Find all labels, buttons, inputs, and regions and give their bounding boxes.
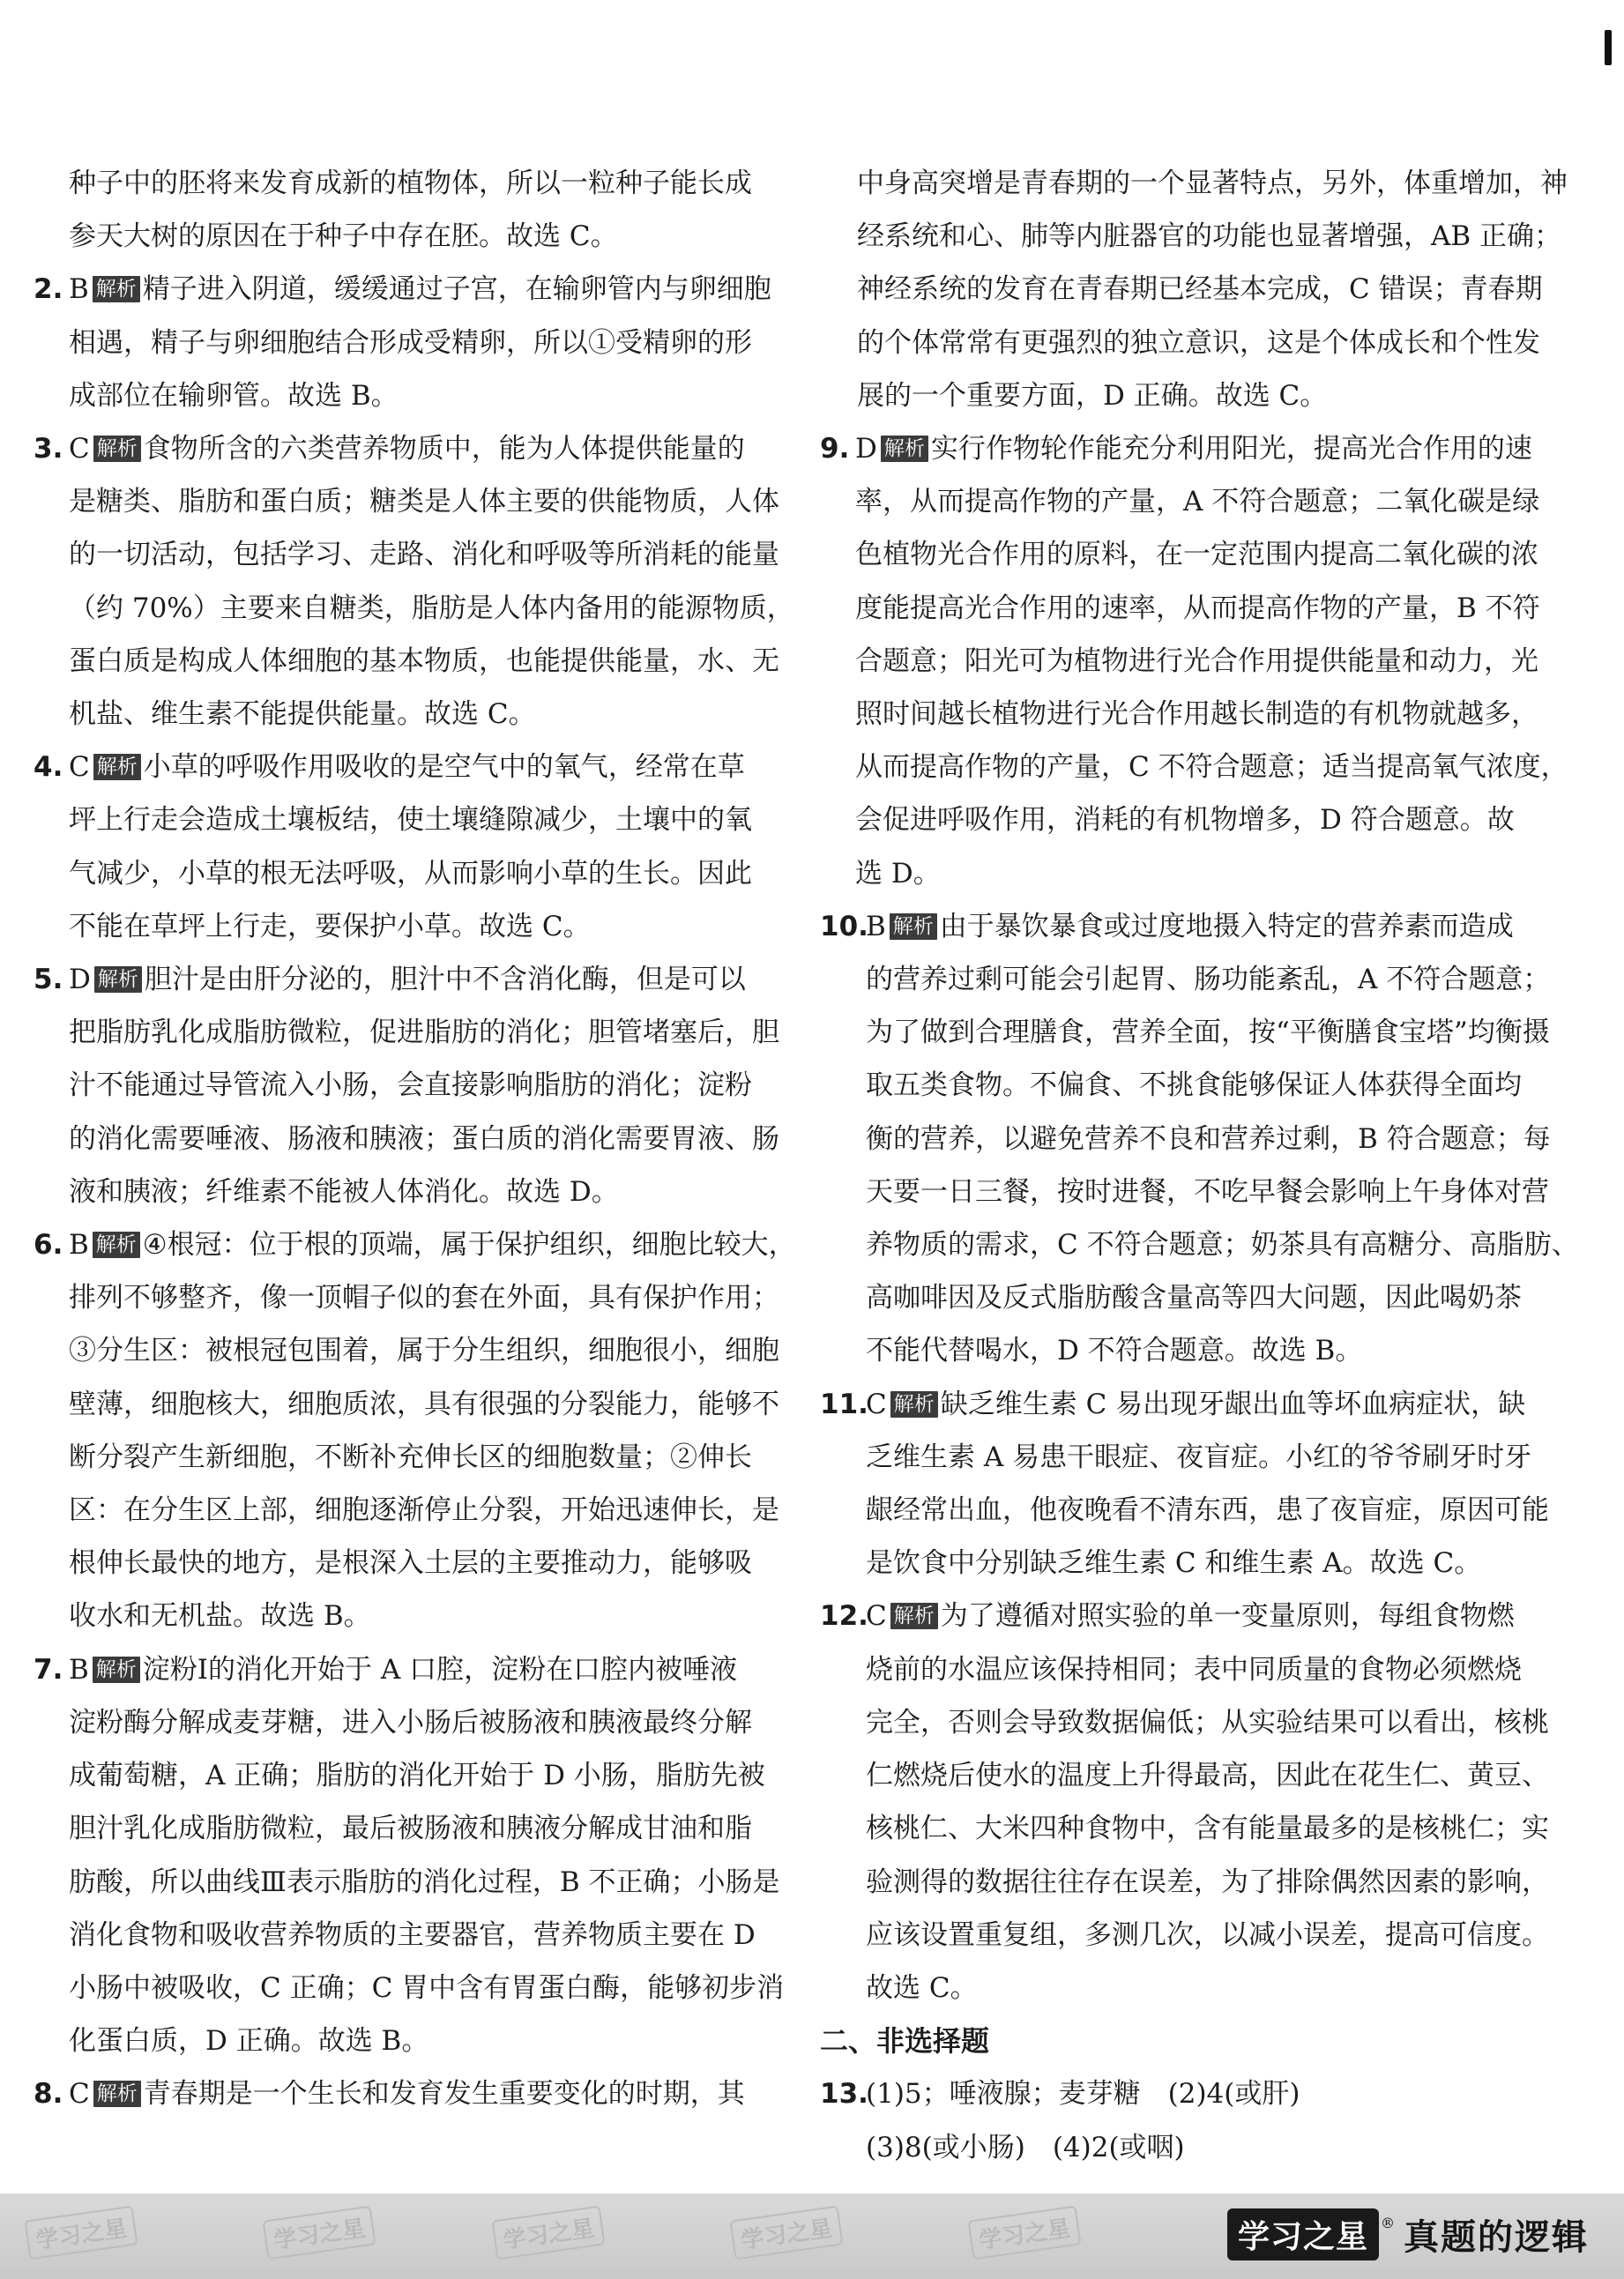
- analysis-tag: 解析: [93, 1657, 140, 1683]
- answer-letter: C: [69, 751, 90, 784]
- text-line: 成葡萄糖，A 正确；脂肪的消化开始于 D 小肠，脂肪先被: [69, 1760, 765, 1792]
- text-line: [69, 263, 802, 316]
- analysis-tag: 解析: [93, 276, 140, 302]
- text-line: 展的一个重要方面，D 正确。故选 C。: [857, 379, 1328, 412]
- text-line: 化蛋白质，D 正确。故选 B。: [69, 2025, 429, 2058]
- text-line: 种子中的胚将来发育成新的植物体，所以一粒种子能长成: [69, 168, 752, 199]
- text-line: 蛋白质是构成人体细胞的基本物质，也能提供能量，水、无: [69, 644, 779, 677]
- analysis-tag: 解析: [890, 913, 937, 940]
- answer-letter: C: [69, 433, 90, 465]
- text-line: 衡的营养，以避免营养不良和营养过剩，B 符合题意；每: [866, 1122, 1551, 1155]
- line-text: 小草的呼吸作用吸收的是空气中的氧气，经常在草: [143, 751, 745, 784]
- footer-watermark: 学习之星: [24, 2206, 138, 2260]
- page-edge-mark: [1605, 30, 1612, 65]
- answer-item: [34, 422, 802, 741]
- text-line: 的消化需要唾液、肠液和胰液；蛋白质的消化需要胃液、肠: [69, 1122, 779, 1155]
- text-line: [855, 422, 1589, 475]
- text-line: 区：在分生区上部，细胞逐渐停止分裂，开始迅速伸长，是: [69, 1494, 779, 1527]
- text-line: [866, 1590, 1589, 1642]
- question-number: 13.: [820, 2078, 868, 2111]
- text-line: 为了做到合理膳食，营养全面，按“平衡膳食宝塔”均衡摄: [866, 1017, 1550, 1049]
- question-number: 3.: [34, 433, 63, 465]
- section-heading: 二、非选择题: [820, 2024, 990, 2059]
- text-line: 液和胰液；纤维素不能被人体消化。故选 D。: [69, 1175, 619, 1208]
- answer-item: [820, 422, 1589, 900]
- text-line: 消化食物和吸收营养物质的主要器官，营养物质主要在 D: [69, 1918, 756, 1951]
- line-text: 胆汁是由肝分泌的，胆汁中不含消化酶，但是可以: [144, 964, 746, 996]
- text-line: 淀粉酶分解成麦芽糖，进入小肠后被肠液和胰液最终分解: [69, 1706, 752, 1739]
- text-line: 气减少，小草的根无法呼吸，从而影响小草的生长。因此: [69, 857, 752, 890]
- text-line: [69, 2067, 802, 2120]
- answer-13-line: (3)8(或小肠) (4)2(或咽): [866, 2131, 1185, 2164]
- answer-item: [34, 263, 802, 422]
- text-line: 胆汁乳化成脂肪微粒，最后被肠液和胰液分解成甘油和脂: [69, 1813, 752, 1845]
- question-number: 8.: [34, 2078, 63, 2111]
- text-line: 小肠中被吸收，C 正确；C 胃中含有胃蛋白酶，能够初步消: [69, 1971, 785, 2004]
- text-line: 的个体常常有更强烈的独立意识，这是个体成长和个性发: [857, 326, 1540, 359]
- line-text: 淀粉Ⅰ的消化开始于 A 口腔，淀粉在口腔内被唾液: [142, 1653, 738, 1686]
- footer-watermark: 学习之星: [262, 2206, 376, 2260]
- analysis-tag: 解析: [94, 966, 142, 993]
- line-text: 精子进入阴道，缓缓通过子宫，在输卵管内与卵细胞: [142, 273, 771, 306]
- analysis-tag: 解析: [881, 436, 928, 462]
- text-line: 根伸长最快的地方，是根深入土层的主要推动力，能够吸: [69, 1547, 752, 1580]
- line-text: 为了遵循对照实验的单一变量原则，每组食物燃: [940, 1600, 1515, 1633]
- text-line: [69, 953, 802, 1006]
- question-number: 6.: [34, 1229, 63, 1262]
- text-line: 壁薄，细胞核大，细胞质浓，具有很强的分裂能力，能够不: [69, 1388, 779, 1420]
- question-number: 5.: [34, 964, 63, 996]
- text-line: 仁燃烧后使水的温度上升得最高，因此在花生仁、黄豆、: [866, 1760, 1549, 1792]
- question-number: 4.: [34, 751, 63, 784]
- text-line: 把脂肪乳化成脂肪微粒，促进脂肪的消化；胆管堵塞后，胆: [69, 1017, 779, 1049]
- text-line: 核桃仁、大米四种食物中，含有能量最多的是核桃仁；实: [866, 1813, 1549, 1845]
- text-line: 坪上行走会造成土壤板结，使土壤缝隙减少，土壤中的氧: [69, 804, 752, 837]
- text-line: 合题意；阳光可为植物进行光合作用提供能量和动力，光: [855, 644, 1538, 677]
- text-line: 肪酸，所以曲线Ⅲ表示脂肪的消化过程，B 不正确；小肠是: [69, 1866, 780, 1898]
- text-line: 成部位在输卵管。故选 B。: [69, 379, 399, 412]
- answer-letter: B: [69, 273, 89, 306]
- registered-mark: ®: [1381, 2214, 1395, 2231]
- text-line: 取五类食物。不偏食、不挑食能够保证人体获得全面均: [866, 1069, 1522, 1102]
- text-line: 收水和无机盐。故选 B。: [69, 1600, 371, 1633]
- text-line: 神经系统的发育在青春期已经基本完成，C 错误；青春期: [857, 273, 1543, 306]
- analysis-tag: 解析: [890, 1391, 938, 1418]
- question-number: 9.: [820, 433, 850, 465]
- answer-item: [34, 1218, 802, 1643]
- text-line: （约 70%）主要来自糖类，脂肪是人体内备用的能源物质，: [69, 592, 794, 624]
- answer-letter: D: [69, 964, 91, 996]
- text-line: [69, 741, 802, 793]
- line-text: 青春期是一个生长和发育发生重要变化的时期，其: [143, 2078, 745, 2111]
- answer-letter: C: [866, 1388, 887, 1420]
- answer-13-line: (1)5；唾液腺；麦芽糖 (2)4(或肝): [866, 2078, 1300, 2111]
- footer-watermark: 学习之星: [491, 2206, 605, 2260]
- text-line: [69, 422, 802, 475]
- answer-letter: B: [69, 1229, 89, 1262]
- text-line: 养物质的需求，C 不符合题意；奶茶具有高糖分、高脂肪、: [866, 1229, 1579, 1262]
- text-line: 断分裂产生新细胞，不断补充伸长区的细胞数量；②伸长: [69, 1441, 752, 1473]
- text-line: 机盐、维生素不能提供能量。故选 C。: [69, 698, 536, 731]
- answer-item: [34, 2067, 802, 2120]
- text-line: [866, 1378, 1589, 1431]
- right-column: [820, 157, 1589, 2174]
- text-line: ③分生区：被根冠包围着，属于分生组织，细胞很小，细胞: [69, 1335, 779, 1367]
- text-line: 是饮食中分别缺乏维生素 C 和维生素 A。故选 C。: [866, 1547, 1482, 1580]
- question-number: 12.: [820, 1600, 868, 1633]
- line-text: 缺乏维生素 C 易出现牙龈出血等坏血病症状，缺: [940, 1388, 1526, 1420]
- answer-letter: C: [866, 1600, 887, 1633]
- text-line: 参天大树的原因在于种子中存在胚。故选 C。: [69, 220, 618, 253]
- text-line: 完全，否则会导致数据偏低；从实验结果可以看出，核桃: [866, 1706, 1549, 1739]
- text-line: 中身高突增是青春期的一个显著特点，另外，体重增加，神: [857, 168, 1568, 199]
- text-line: 烧前的水温应该保持相同；表中同质量的食物必须燃烧: [866, 1653, 1522, 1686]
- answer-letter: B: [69, 1653, 89, 1686]
- answer-letter: B: [866, 910, 886, 942]
- analysis-tag: 解析: [93, 1232, 140, 1258]
- text-line: 度能提高光合作用的速率，从而提高作物的产量，B 不符: [855, 592, 1540, 624]
- question-number: 10.: [820, 910, 868, 942]
- answer-item: [820, 900, 1589, 1378]
- text-line: [866, 900, 1589, 953]
- answer-item: [34, 953, 802, 1218]
- answer-letter: D: [855, 433, 877, 465]
- left-column: [34, 157, 802, 2121]
- text-line: 选 D。: [855, 857, 941, 890]
- question-number: 11.: [820, 1388, 868, 1420]
- answer-13: [820, 2067, 1589, 2120]
- text-line: 的营养过剩可能会引起胃、肠功能紊乱，A 不符合题意；: [866, 964, 1551, 996]
- footer-watermark: 学习之星: [729, 2206, 843, 2260]
- footer-watermark: 学习之星: [967, 2206, 1081, 2260]
- line-text: 实行作物轮作能充分利用阳光，提高光合作用的速: [930, 433, 1532, 465]
- text-line: [69, 1218, 802, 1271]
- analysis-tag: 解析: [890, 1603, 938, 1629]
- text-line: 不能在草坪上行走，要保护小草。故选 C。: [69, 910, 591, 942]
- answer-item: [820, 1590, 1589, 2015]
- line-text: 由于暴饮暴食或过度地摄入特定的营养素而造成: [939, 910, 1514, 942]
- text-line: 不能代替喝水，D 不符合题意。故选 B。: [866, 1335, 1363, 1367]
- text-line: 故选 C。: [866, 1971, 978, 2004]
- text-line: 从而提高作物的产量，C 不符合题意；适当提高氧气浓度，: [855, 751, 1568, 784]
- text-line: 排列不够整齐，像一顶帽子似的套在外面，具有保护作用；: [69, 1282, 779, 1315]
- text-line: 汁不能通过导管流入小肠，会直接影响脂肪的消化；淀粉: [69, 1069, 752, 1102]
- text-line: 率，从而提高作物的产量，A 不符合题意；二氧化碳是绿: [855, 486, 1540, 518]
- brand-slogan: 真题的逻辑: [1404, 2216, 1589, 2258]
- text-line: 照时间越长植物进行光合作用越长制造的有机物就越多，: [855, 698, 1538, 731]
- text-line: 色植物光合作用的原料，在一定范围内提高二氧化碳的浓: [855, 539, 1538, 571]
- analysis-tag: 解析: [93, 2081, 141, 2107]
- text-line: [69, 1643, 802, 1696]
- line-text: 食物所含的六类营养物质中，能为人体提供能量的: [143, 433, 745, 465]
- text-line: 天要一日三餐，按时进餐，不吃早餐会影响上午身体对营: [866, 1175, 1549, 1208]
- question-number: 7.: [34, 1653, 63, 1686]
- analysis-tag: 解析: [93, 754, 141, 780]
- answer-item: [820, 1378, 1589, 1590]
- question-number: 2.: [34, 273, 63, 306]
- text-line: 经系统和心、肺等内脏器官的功能也显著增强，AB 正确；: [857, 220, 1562, 253]
- line-text: ④根冠：位于根的顶端，属于保护组织，细胞比较大，: [142, 1229, 796, 1262]
- text-line: 相遇，精子与卵细胞结合形成受精卵，所以①受精卵的形: [69, 326, 752, 359]
- text-line: 是糖类、脂肪和蛋白质；糖类是人体主要的供能物质，人体: [69, 486, 779, 518]
- answer-1-continuation: [34, 157, 802, 263]
- text-line: 验测得的数据往往存在误差，为了排除偶然因素的影响，: [866, 1866, 1549, 1898]
- text-line: 龈经常出血，他夜晚看不清东西，患了夜盲症，原因可能: [866, 1494, 1549, 1527]
- text-line: 应该设置重复组，多测几次，以减小误差，提高可信度。: [866, 1918, 1549, 1951]
- answer-item: [34, 741, 802, 953]
- text-line: 乏维生素 A 易患干眼症、夜盲症。小红的爷爷刷牙时牙: [866, 1441, 1532, 1473]
- analysis-tag: 解析: [93, 436, 141, 462]
- footer-band: [0, 2193, 1624, 2279]
- answer-item: [34, 1643, 802, 2068]
- text-line: 会促进呼吸作用，消耗的有机物增多，D 符合题意。故: [855, 804, 1515, 837]
- brand: [1227, 2208, 1589, 2260]
- answer-letter: C: [69, 2078, 90, 2111]
- answer-8-continuation: [820, 157, 1589, 422]
- brand-logo: 学习之星: [1227, 2208, 1379, 2260]
- text-line: 的一切活动，包括学习、走路、消化和呼吸等所消耗的能量: [69, 539, 779, 571]
- text-line: 高咖啡因及反式脂肪酸含量高等四大问题，因此喝奶茶: [866, 1282, 1522, 1315]
